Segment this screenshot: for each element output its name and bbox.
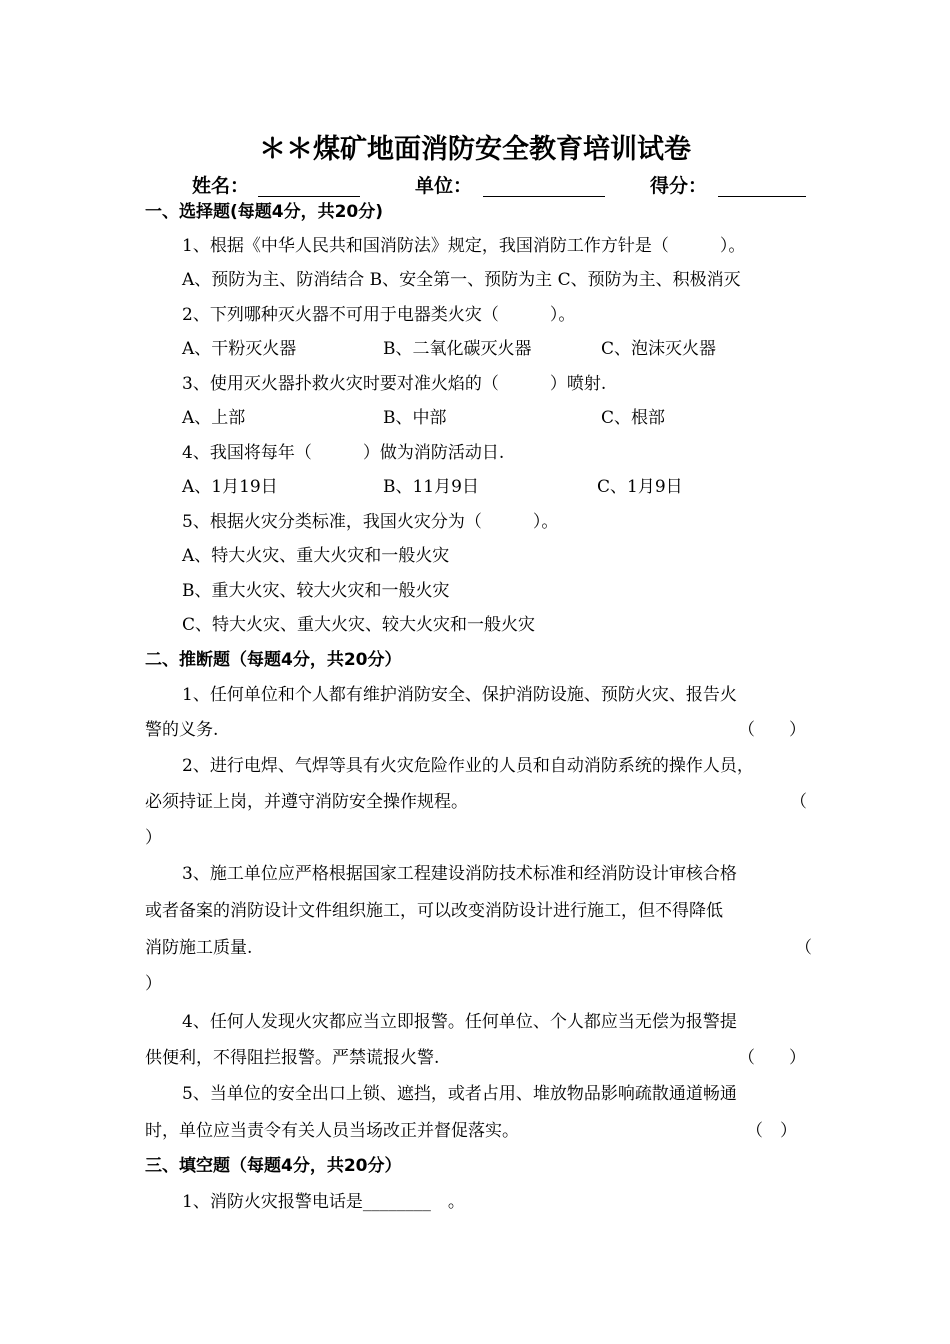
judge-q5-line2: 时，单位应当责令有关人员当场改正并督促落实。 — [145, 1121, 519, 1141]
choice-q5-option-b: B、重大火灾、较大火灾和一般火灾 — [182, 581, 450, 601]
choice-q4-option-a: A、1月19日 — [182, 477, 278, 497]
choice-q5-option-a: A、特大火灾、重大火灾和一般火灾 — [182, 546, 450, 566]
judge-q4-line2: 供便利，不得阻拦报警。严禁谎报火警. — [145, 1048, 440, 1068]
choice-q3-option-a: A、上部 — [182, 408, 246, 428]
section-heading-fill-blank: 三、填空题（每题4分，共20分） — [145, 1156, 402, 1176]
judge-q4-line1: 4、任何人发现火灾都应当立即报警。任何单位、个人都应当无偿为报警提 — [182, 1012, 737, 1032]
choice-q3-option-b: B、中部 — [383, 408, 447, 428]
score-label: 得分： — [650, 175, 708, 197]
judge-q1-line1: 1、任何单位和个人都有维护消防安全、保护消防设施、预防火灾、报告火 — [182, 685, 737, 705]
judge-q2-line2: 必须持证上岗，并遵守消防安全操作规程。 — [145, 792, 468, 812]
name-blank[interactable] — [258, 196, 360, 197]
judge-q2-answer-close: ） — [145, 828, 162, 848]
judge-q2-line1: 2、进行电焊、气焊等具有火灾危险作业的人员和自动消防系统的操作人员， — [182, 756, 754, 776]
choice-q3-option-c: C、根部 — [601, 408, 666, 428]
choice-q1-options: A、预防为主、防消结合 B、安全第一、预防为主 C、预防为主、积极消灭 — [182, 270, 741, 290]
fill-q1: 1、消防火灾报警电话是________ 。 — [182, 1192, 465, 1212]
page-title: ＊＊煤矿地面消防安全教育培训试卷 — [259, 134, 691, 165]
judge-q1-answer-paren[interactable]: （ ） — [738, 720, 806, 740]
section-heading-choice: 一、选择题(每题4分，共20分) — [145, 202, 384, 222]
judge-q3-answer-close: ） — [145, 974, 162, 994]
judge-q5-line1: 5、当单位的安全出口上锁、遮挡，或者占用、堆放物品影响疏散通道畅通 — [182, 1084, 737, 1104]
judge-q3-line3: 消防施工质量. — [145, 938, 253, 958]
judge-q3-line2: 或者备案的消防设计文件组织施工，可以改变消防设计进行施工，但不得降低 — [145, 901, 723, 921]
choice-q4-option-b: B、11月9日 — [383, 477, 479, 497]
choice-q4: 4、我国将每年（ ）做为消防活动日. — [182, 443, 505, 463]
judge-q4-answer-paren[interactable]: （ ） — [738, 1048, 806, 1068]
choice-q2-option-b: B、二氧化碳灭火器 — [383, 339, 532, 359]
judge-q2-answer-open[interactable]: （ — [790, 792, 807, 812]
name-label: 姓名： — [192, 175, 250, 197]
unit-blank[interactable] — [483, 196, 605, 197]
unit-label: 单位： — [415, 175, 473, 197]
choice-q5-option-c: C、特大火灾、重大火灾、较大火灾和一般火灾 — [182, 615, 536, 635]
score-blank[interactable] — [718, 196, 806, 197]
choice-q2-option-c: C、泡沫灭火器 — [601, 339, 717, 359]
section-heading-judgement: 二、推断题（每题4分，共20分） — [145, 650, 402, 670]
choice-q2: 2、下列哪种灭火器不可用于电器类火灾（ ）。 — [182, 305, 576, 325]
judge-q3-answer-open[interactable]: （ — [795, 938, 812, 958]
judge-q1-line2: 警的义务. — [145, 720, 219, 740]
choice-q4-option-c: C、1月9日 — [597, 477, 683, 497]
choice-q1: 1、根据《中华人民共和国消防法》规定，我国消防工作方针是（ ）。 — [182, 236, 746, 256]
judge-q3-line1: 3、施工单位应严格根据国家工程建设消防技术标准和经消防设计审核合格 — [182, 864, 737, 884]
choice-q2-option-a: A、干粉灭火器 — [182, 339, 297, 359]
choice-q3: 3、使用灭火器扑救火灾时要对准火焰的（ ）喷射. — [182, 374, 607, 394]
choice-q5: 5、根据火灾分类标准，我国火灾分为（ ）。 — [182, 512, 559, 532]
judge-q5-answer-paren[interactable]: （ ） — [746, 1121, 797, 1141]
